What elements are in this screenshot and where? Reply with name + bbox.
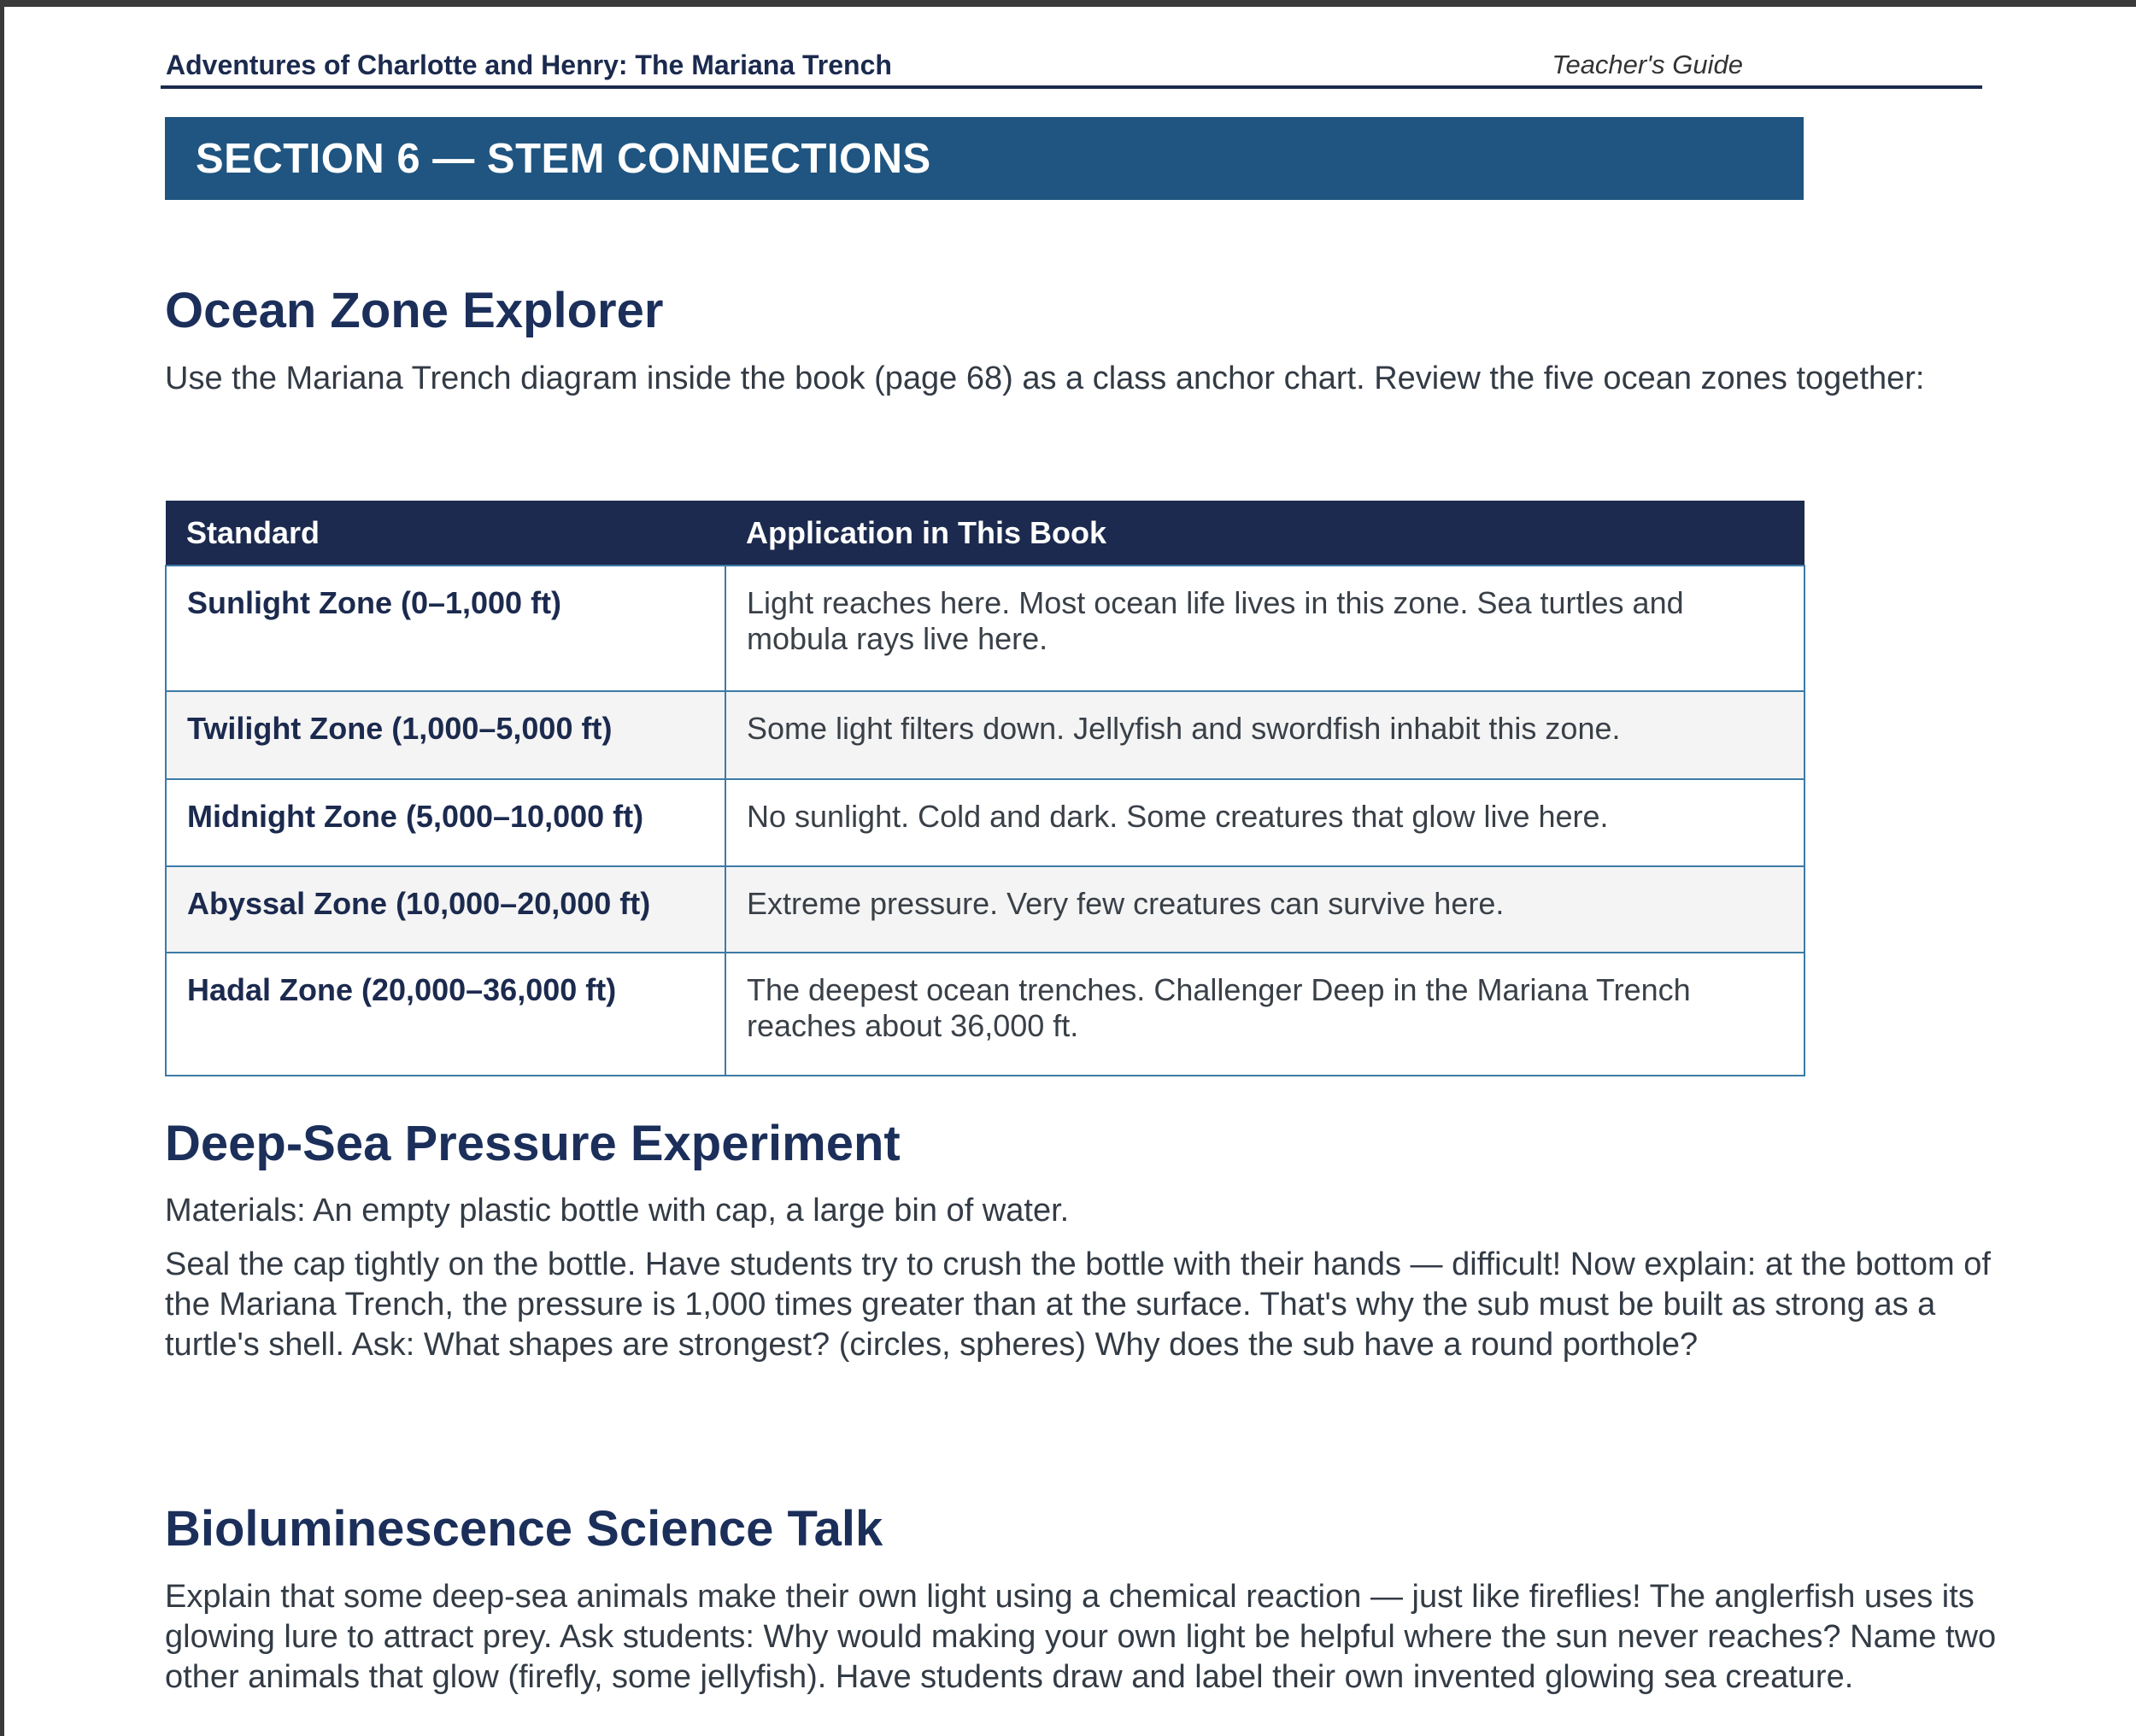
table-header-application: Application in This Book (725, 501, 1804, 566)
section-title: SECTION 6 — STEM CONNECTIONS (196, 135, 931, 182)
window-top-border (0, 0, 2136, 7)
bio-heading: Bioluminescence Science Talk (165, 1501, 883, 1557)
table-row (166, 779, 1804, 866)
zone-description: Extreme pressure. Very few creatures can survive here. (725, 866, 1804, 953)
page-header (161, 44, 1982, 89)
zone-description: No sunlight. Cold and dark. Some creatures that glow live here. (725, 779, 1804, 866)
ocean-zone-intro: Use the Mariana Trench diagram inside the book (page 68) as a class anchor chart. Review the five ocean zones together: (165, 361, 1925, 396)
zone-name: Abyssal Zone (10,000–20,000 ft) (166, 866, 725, 953)
section-banner (165, 117, 1804, 200)
table-row (166, 953, 1804, 1076)
table-header-row (166, 501, 1804, 566)
header-divider (161, 85, 1982, 89)
zone-name: Twilight Zone (1,000–5,000 ft) (166, 691, 725, 779)
guide-label: Teacher's Guide (1552, 50, 1743, 79)
table-header-standard: Standard (166, 501, 725, 566)
zone-name: Sunlight Zone (0–1,000 ft) (166, 566, 725, 691)
bio-body: Explain that some deep-sea animals make their own light using a chemical reaction — just like fireflies! The anglerfish uses its glowing lure to attract prey. Ask students: Why would making your own light be helpful where the sun never reaches? Name two other animals that glow (firefly, some jellyfish). Have students draw and label their own invented glowing sea creature. (165, 1579, 1997, 1695)
pressure-heading: Deep-Sea Pressure Experiment (165, 1116, 901, 1171)
pressure-body: Seal the cap tightly on the bottle. Have students try to crush the bottle with their hands — difficult! Now explain: at the bottom of the Mariana Trench, the pressure is 1,000 times greater than at the surface. That's why the sub must be built as strong as a turtle's shell. Ask: What shapes are strongest? (circles, spheres) Why does the sub have a round porthole? (165, 1246, 1991, 1363)
zone-name: Midnight Zone (5,000–10,000 ft) (166, 779, 725, 866)
table-row (166, 691, 1804, 779)
table-row (166, 566, 1804, 691)
ocean-zones-table (165, 501, 1805, 1076)
zone-name: Hadal Zone (20,000–36,000 ft) (166, 953, 725, 1076)
zone-description: Some light filters down. Jellyfish and swordfish inhabit this zone. (725, 691, 1804, 779)
window-left-border (0, 0, 4, 1736)
zone-description: Light reaches here. Most ocean life lives in this zone. Sea turtles and mobula rays live here. (725, 566, 1804, 691)
ocean-zone-heading: Ocean Zone Explorer (165, 283, 664, 338)
pressure-materials: Materials: An empty plastic bottle with cap, a large bin of water. (165, 1193, 1070, 1229)
table-row (166, 866, 1804, 953)
book-title: Adventures of Charlotte and Henry: The Mariana Trench (166, 50, 892, 80)
zone-description: The deepest ocean trenches. Challenger Deep in the Mariana Trench reaches about 36,000 ft. (725, 953, 1804, 1076)
